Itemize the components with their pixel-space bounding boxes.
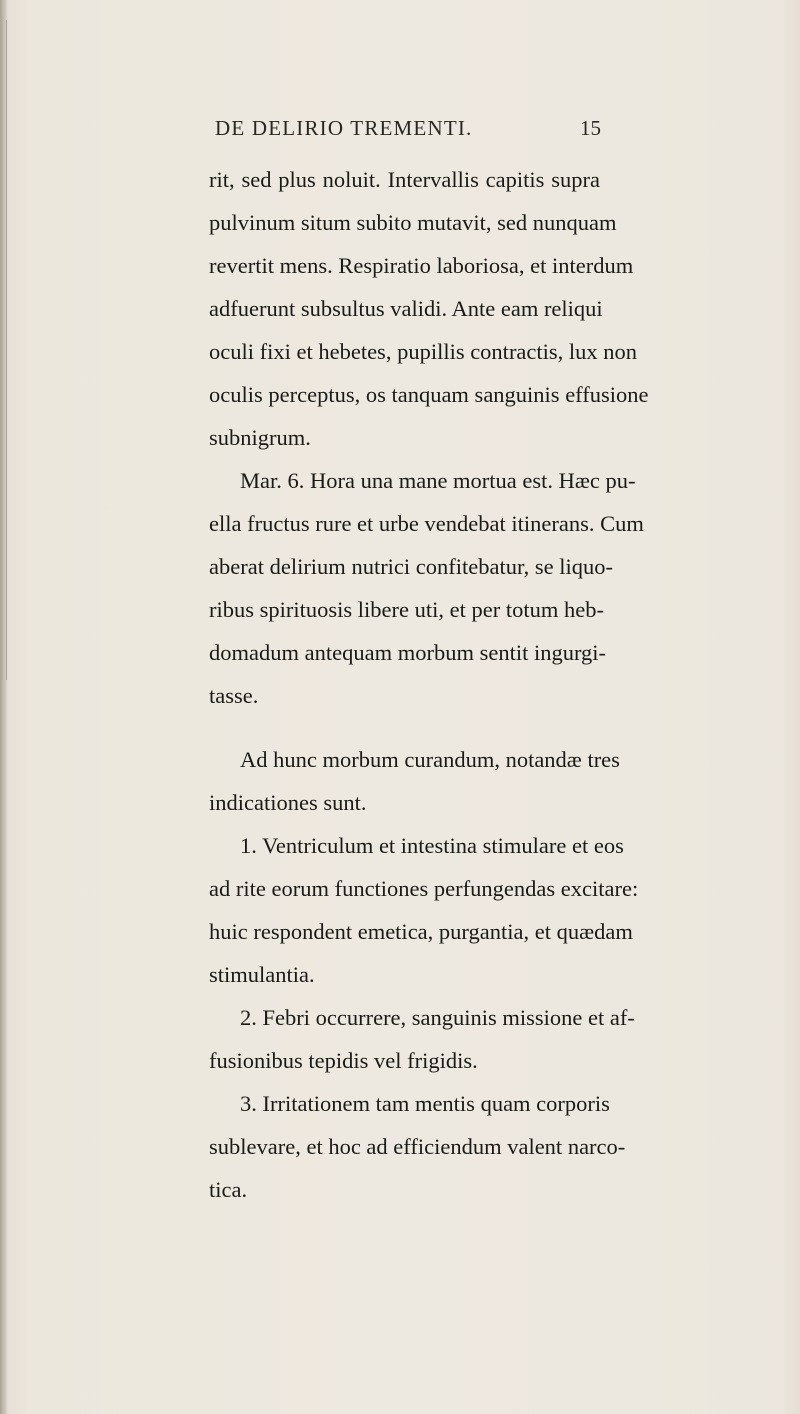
text-line: ad rite eorum functiones perfungendas excitare:	[209, 876, 639, 901]
page-number: 15	[580, 116, 601, 140]
text-line: sublevare, et hoc ad efficiendum valent narco-	[209, 1134, 626, 1159]
text-line: revertit mens. Respiratio laboriosa, et interdum	[209, 253, 634, 278]
text-line: huic respondent emetica, purgantia, et quædam	[209, 919, 633, 944]
text-line: adfuerunt subsultus validi. Ante eam reliqui	[209, 296, 603, 321]
text-line: 3. Irritationem tam mentis quam corporis	[240, 1091, 610, 1116]
text-line: stimulantia.	[209, 962, 315, 987]
text-line: ella fructus rure et urbe vendebat itinerans. Cum	[209, 511, 644, 536]
text-line: tica.	[209, 1177, 248, 1202]
text-line: tasse.	[209, 683, 259, 708]
text-line: 1. Ventriculum et intestina stimulare et eos	[240, 833, 624, 858]
text-line: rit, sed plus noluit. Intervallis capitis supra	[209, 167, 600, 192]
text-line: ribus spirituosis libere uti, et per totum heb-	[209, 597, 604, 622]
text-line: pulvinum situm subito mutavit, sed nunquam	[209, 210, 617, 235]
text-line: aberat delirium nutrici confitebatur, se liquo-	[209, 554, 613, 579]
text-line: Mar. 6. Hora una mane mortua est. Hæc pu-	[240, 468, 636, 493]
text-line: oculi fixi et hebetes, pupillis contractis, lux non	[209, 339, 638, 364]
text-line: domadum antequam morbum sentit ingurgi-	[209, 640, 607, 665]
text-line: Ad hunc morbum curandum, notandæ tres	[240, 747, 620, 772]
running-head: DE DELIRIO TREMENTI.	[215, 116, 473, 140]
text-line: indicationes sunt.	[209, 790, 367, 815]
text-line: fusionibus tepidis vel frigidis.	[209, 1048, 478, 1073]
binding-edge	[6, 20, 7, 680]
page-header	[215, 116, 615, 146]
text-line: 2. Febri occurrere, sanguinis missione et af-	[240, 1005, 635, 1030]
text-line: subnigrum.	[209, 425, 311, 450]
text-line: oculis perceptus, os tanquam sanguinis effusione	[209, 382, 649, 407]
